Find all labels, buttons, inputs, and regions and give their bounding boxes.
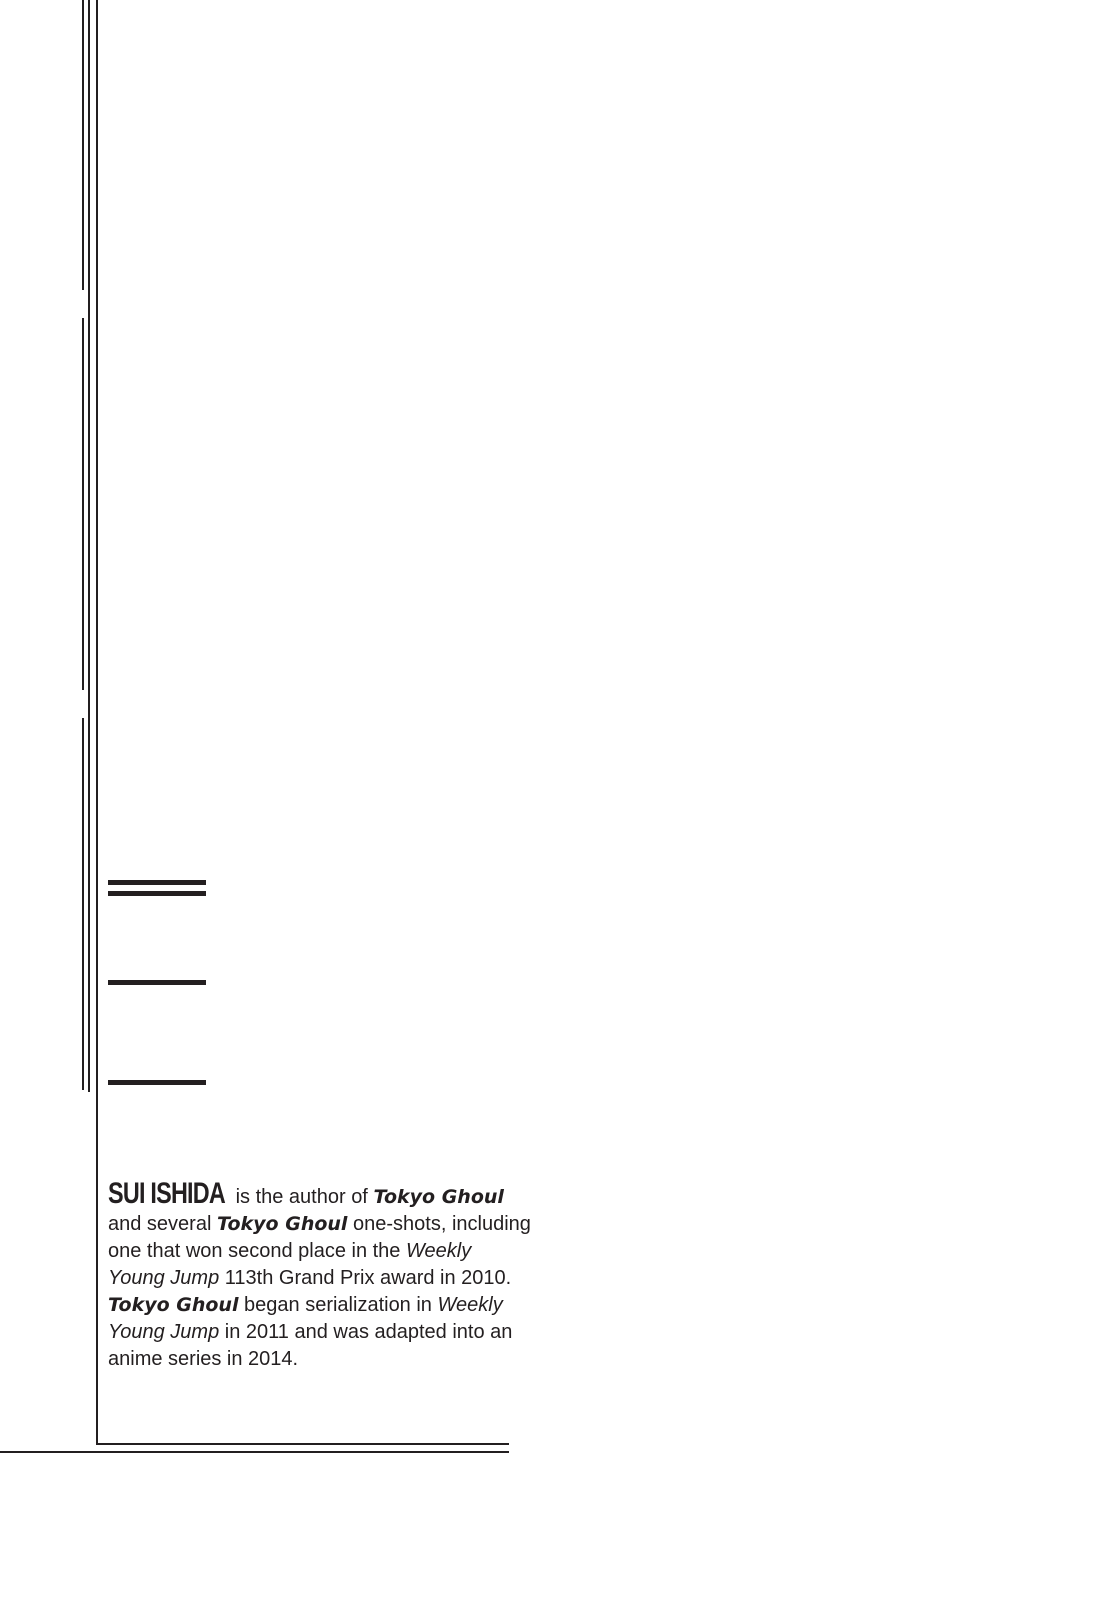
bio-line: Tokyo Ghoul began serialization in Weekly: [108, 1294, 503, 1316]
series-title: Tokyo Ghoul: [373, 1186, 504, 1208]
bio-line: Young Jump 113th Grand Prix award in 2010.: [108, 1267, 512, 1289]
bottom-border-line-outer: [0, 1451, 509, 1453]
left-border-line-inner: [96, 0, 98, 1445]
series-title: Tokyo Ghoul: [216, 1213, 348, 1235]
series-title: Tokyo Ghoul: [108, 1294, 239, 1316]
left-border-line-outer: [82, 318, 84, 690]
left-border-line-outer: [82, 718, 84, 1090]
magazine-title: Weekly: [437, 1294, 503, 1316]
bio-line: and several Tokyo Ghoul one-shots, including: [108, 1213, 531, 1235]
bottom-border-line-inner: [96, 1443, 509, 1445]
magazine-title: Young Jump: [108, 1321, 220, 1343]
magazine-title: Young Jump: [108, 1267, 220, 1289]
bio-line: Young Jump in 2011 and was adapted into an: [108, 1321, 513, 1343]
bio-line: anime series in 2014.: [108, 1348, 299, 1370]
decorative-bar: [108, 891, 206, 896]
author-bio: [108, 1177, 548, 1373]
bio-line: one that won second place in the Weekly: [108, 1240, 472, 1262]
decorative-bar: [108, 980, 206, 985]
decorative-bar: [108, 1080, 206, 1085]
author-name: SUI ISHIDA: [108, 1177, 226, 1210]
decorative-bar: [108, 880, 206, 885]
bio-line: SUI ISHIDA is the author of Tokyo Ghoul: [108, 1177, 504, 1210]
left-border-line-outer: [82, 0, 84, 290]
left-border-line-middle: [88, 0, 90, 1092]
magazine-title: Weekly: [406, 1240, 472, 1262]
